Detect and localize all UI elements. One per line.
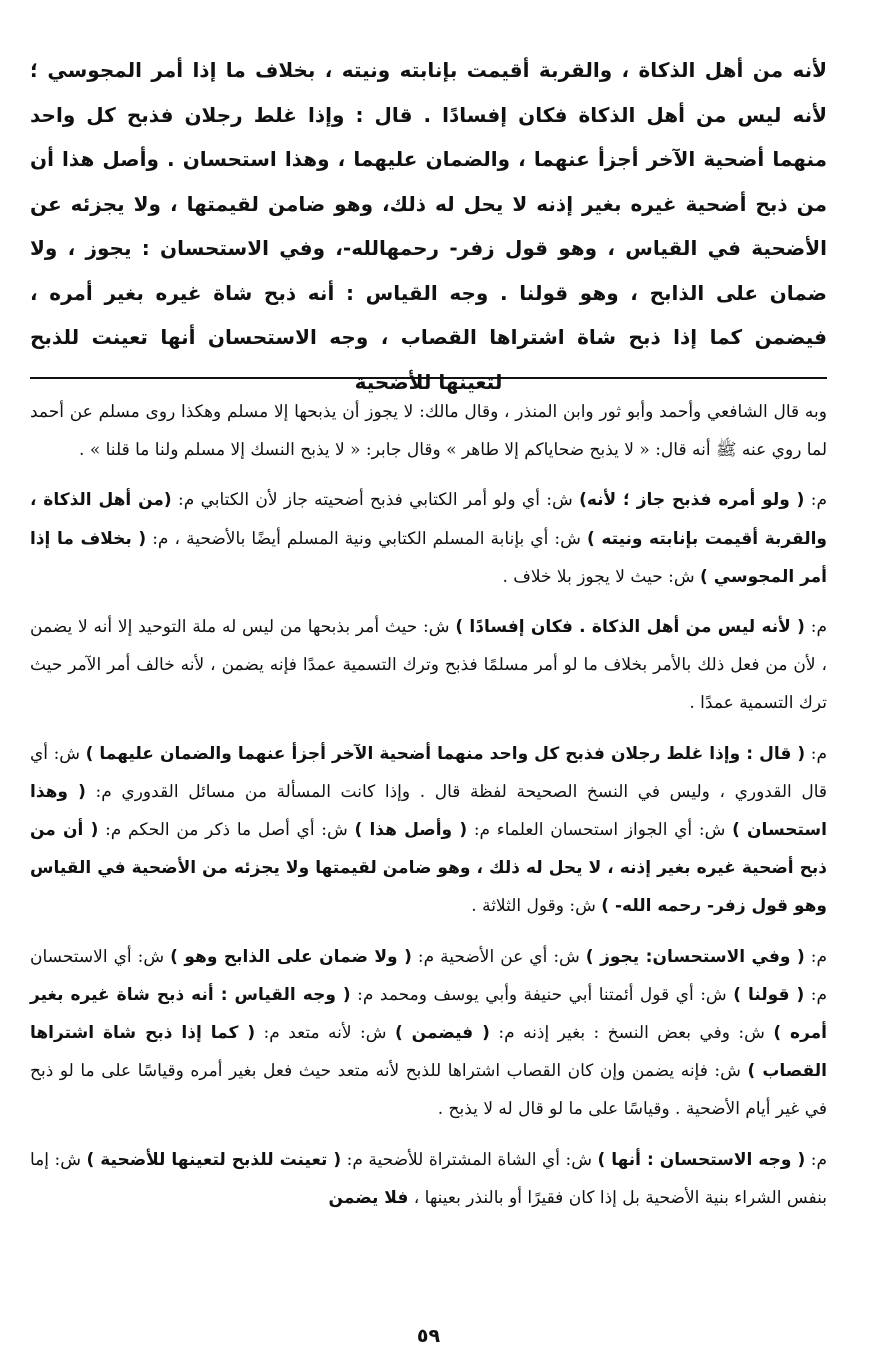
- quoted-text: ( أن من ذبح أضحية غيره بغير إذنه ، لا يحل له ذلك ، وهو ضامن لقيمتها ولا يجزئه من الأضحية في القياس وهو قول زفر- رحمه الله- ): [30, 820, 827, 917]
- explanation-text: ش: إما بنفس الشراء بنية الأضحية بل إذا كان فقيرًا أو بالنذر بعينها ،: [30, 1149, 827, 1208]
- commentary-paragraph-4: [30, 938, 827, 1129]
- section-divider: [30, 377, 827, 379]
- quoted-text: ( قولنا ): [733, 984, 805, 1005]
- page-number: ٥٩: [416, 1325, 441, 1347]
- quoted-text: ( بخلاف ما إذا أمر المجوسي ): [30, 528, 827, 587]
- explanation-text: ش: أي بإنابة المسلم الكتابي ونية المسلم أيضًا بالأضحية ، م:: [146, 528, 587, 549]
- quoted-text: ( وأصل هذا ): [354, 820, 468, 841]
- commentary-paragraph-3: [30, 735, 827, 926]
- quoted-text: ( لأنه ليس من أهل الذكاة . فكان إفسادًا ): [455, 617, 805, 638]
- explanation-text: ش: وقول الثلاثة .: [471, 896, 602, 917]
- explanation-text: ش: حيث لا يجوز بلا خلاف .: [502, 566, 701, 587]
- explanation-text: ش: وفي بعض النسخ : بغير إذنه م:: [489, 1023, 774, 1044]
- explanation-text: ش: فإنه يضمن وإن كان القصاب اشتراها للذبح لأنه متعد حيث فعل بغير أمره وقياسًا على ما لو ذبح في غير أيام الأضحية . وقياسًا على ما لو قال له لا يذبح .: [30, 1061, 827, 1120]
- quoted-text: ( وجه القياس : أنه ذبح شاة غيره بغير أمره ): [30, 984, 827, 1044]
- explanation-text: ش: أي قول أئمتنا أبي حنيفة وأبي يوسف ومحمد م:: [350, 984, 734, 1005]
- quoted-text: ( وفي الاستحسان: يجوز ): [585, 946, 805, 967]
- quoted-text: ( فيضمن ): [394, 1023, 490, 1044]
- marker: م:: [805, 743, 827, 764]
- main-text: لأنه من أهل الذكاة ، والقربة أقيمت بإنابته ونيته ، بخلاف ما إذا أمر المجوسي ؛ لأنه ليس من أهل الذكاة فكان إفسادًا . قال : وإذا غلط رجلان فذبح كل واحد منهما أضحية الآخر أجزأ عنهما ، والضمان عليهما ، وهذا استحسان . وأصل هذا أن من ذبح أضحية غيره بغير إذنه لا يحل له ذلك، وهو ضامن لقيمتها ، ولا يجزئه عن الأضحية في القياس ، وهو قول زفر- رحمهالله-، وفي الاستحسان : يجوز ، ولا ضمان على الذابح ، وهو قولنا . وجه القياس : أنه ذبح شاة غيره بغير أمره ، فيضمن كما إذا ذبح شاة اشتراها القصاب ، وجه الاستحسان أنها تعينت للذبح لتعينها للأضحية: [30, 58, 827, 394]
- explanation-text: ش: أي قال القدوري ، وليس في النسخ الصحيحة لفظة قال . وإذا كانت المسألة من مسائل القدوري م:: [30, 743, 827, 802]
- commentary-paragraph-5: [30, 1141, 827, 1217]
- footnote-paragraph: وبه قال الشافعي وأحمد وأبو ثور وابن المنذر ، وقال مالك: لا يجوز أن يذبحها إلا مسلم وهكذا روى مسلم عن أحمد لما روي عنه ﷺ أنه قال: « لا يذبح ضحاياكم إلا طاهر » وقال جابر: « لا يذبح النسك إلا مسلم ولنا ما قلنا » .: [30, 402, 827, 461]
- explanation-text: ش: لأنه متعد م:: [255, 1023, 395, 1044]
- quoted-text: (من أهل الذكاة ، والقربة أقيمت بإنابته ونيته ): [30, 490, 827, 549]
- commentary-paragraph-1: [30, 481, 827, 596]
- marker: م:: [804, 490, 827, 511]
- marker: م:: [804, 617, 827, 638]
- book-page: [30, 40, 827, 1372]
- explanation-text: ش: أي الشاة المشتراة للأضحية م:: [341, 1149, 598, 1170]
- quoted-text: ( تعينت للذبح لتعينها للأضحية ): [86, 1149, 342, 1170]
- quoted-text: ( كما إذا ذبح شاة اشتراها القصاب ): [30, 1023, 827, 1082]
- commentary-section: [30, 393, 827, 1229]
- quoted-text: ( ولا ضمان على الذابح وهو ): [170, 946, 412, 967]
- marker: م:: [804, 946, 827, 967]
- explanation-text: ش: أي الجواز استحسان العلماء م:: [467, 820, 733, 841]
- explanation-text: ش: أي ولو أمر الكتابي فذبح أضحيته جاز لأن الكتابي م:: [171, 490, 580, 511]
- quoted-text: فلا يضمن: [328, 1187, 409, 1208]
- explanation-text: ش: أي الاستحسان م:: [30, 946, 827, 1005]
- explanation-text: ش: حيث أمر بذبحها من ليس له ملة التوحيد إلا أنه لا يضمن ، لأن من فعل ذلك بالأمر بخلاف ما لو أمر مسلمًا فذبح وترك التسمية عمدًا فإنه يضمن ، لأنه خالف أمر الآمر حيث ترك التسمية عمدًا .: [30, 617, 827, 714]
- quoted-text: ( وجه الاستحسان : أنها ): [597, 1149, 806, 1170]
- commentary-paragraph-2: [30, 608, 827, 723]
- marker: م:: [805, 1149, 827, 1170]
- explanation-text: ش: أي عن الأضحية م:: [411, 946, 586, 967]
- quoted-text: ( ولو أمره فذبح جاز ؛ لأنه): [579, 490, 805, 511]
- quoted-text: ( قال : وإذا غلط رجلان فذبح كل واحد منهما أضحية الآخر أجزأ عنهما والضمان عليهما ): [85, 743, 806, 764]
- explanation-text: ش: أي أصل ما ذكر من الحكم م:: [98, 820, 355, 841]
- quoted-text: ( وهذا استحسان ): [30, 781, 827, 841]
